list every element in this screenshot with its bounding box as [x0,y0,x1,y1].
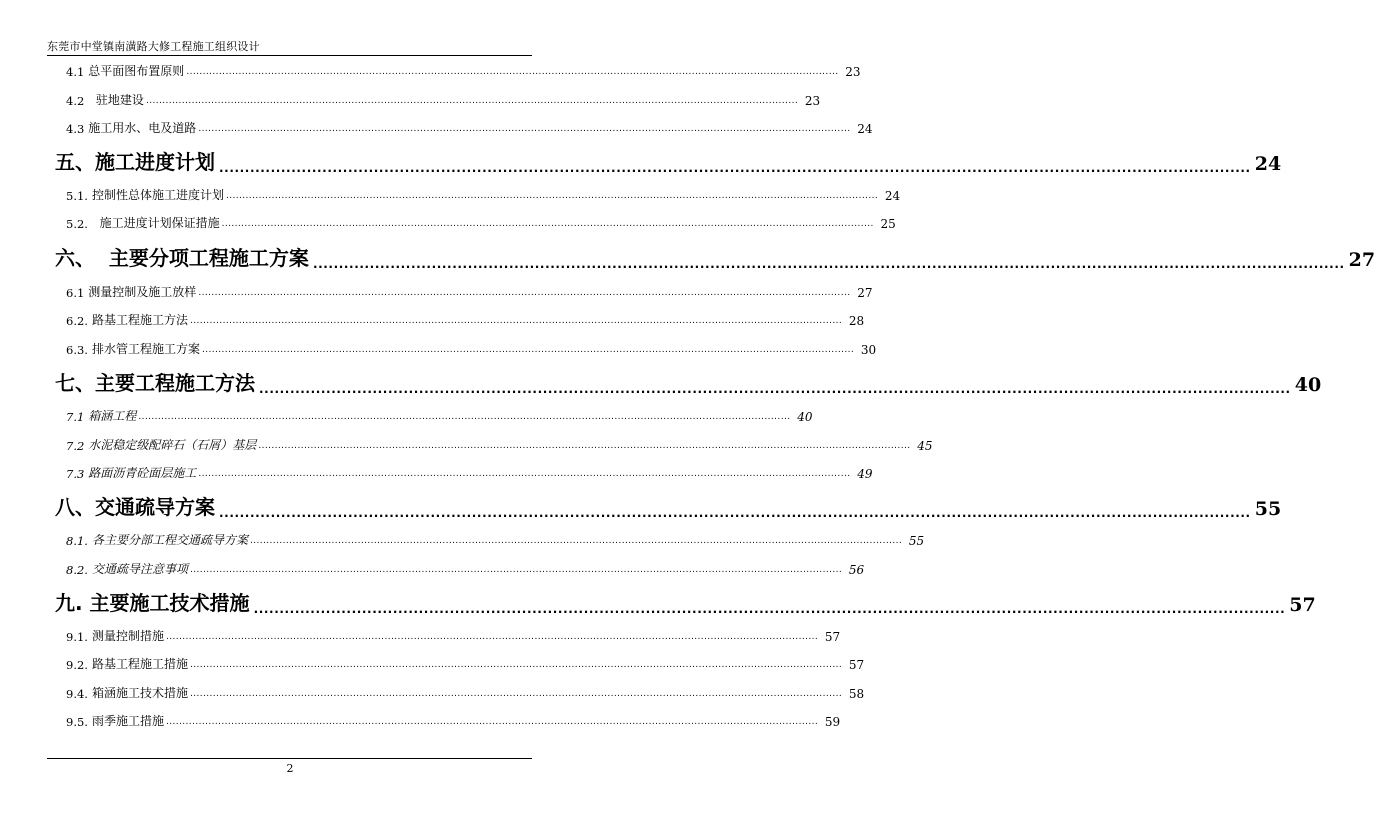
toc-entry-page: 23 [804,94,821,108]
toc-dot-leader: ........................................................................................................................................................................................................ [312,257,1345,271]
toc-entry-title: 路基工程施工方法 [91,313,188,327]
toc-entry-number: 6.3. [66,343,88,357]
toc-entry-page: 40 [797,410,813,424]
toc-entry-title: 箱涵施工技术措施 [91,686,188,700]
toc-entry-title: 各主要分部工程交通疏导方案 [91,533,248,547]
toc-entry-title: 排水管工程施工方案 [91,342,200,356]
toc-entry-title: 七、主要工程施工方法 [55,371,255,395]
toc-dot-leader: ........................................................................................................................................................................................................ [219,161,1251,175]
toc-entry-number: 7.1 [66,410,85,424]
toc-dot-leader: ........................................................................................................................................................................................................ [253,602,1286,616]
toc-entry-page: 27 [857,286,873,300]
toc-entry-page: 45 [917,439,933,453]
toc-subsection-entry[interactable] [66,284,873,300]
toc-subsection-entry[interactable] [66,532,925,548]
toc-dot-leader: ........................................................................................................................................................................................................ [165,632,819,642]
toc-entry-title: 六、 主要分项工程施工方案 [55,246,309,270]
toc-dot-leader: ........................................................................................................................................................................................................ [198,469,851,479]
toc-entry-page: 56 [848,563,865,577]
toc-entry-title: 交通疏导注意事项 [91,562,188,576]
toc-entry-number: 8.2. [66,563,88,577]
toc-dot-leader: ........................................................................................................................................................................................................ [198,124,851,134]
toc-entry-page: 55 [908,534,925,548]
toc-entry-page: 23 [845,65,861,79]
toc-subsection-entry[interactable] [66,215,896,231]
toc-entry-page: 58 [848,687,865,701]
toc-entry-page: 28 [848,314,865,328]
toc-section-entry[interactable] [55,371,1322,396]
toc-entry-page: 49 [857,467,873,481]
toc-entry-number: 9.1. [66,630,88,644]
toc-subsection-entry[interactable] [66,656,865,672]
document-header: 东莞市中堂镇南潢路大修工程施工组织设计 [47,40,260,53]
toc-subsection-entry[interactable] [66,63,861,79]
toc-entry-number: 7.3 [66,467,85,481]
toc-dot-leader: ........................................................................................................................................................................................................ [165,717,819,727]
toc-dot-leader: ........................................................................................................................................................................................................ [189,565,843,575]
toc-entry-title: 箱涵工程 [88,409,137,423]
toc-entry-number: 5.2. [66,217,88,231]
toc-subsection-entry[interactable] [66,187,901,203]
toc-entry-page: 24 [1254,153,1282,175]
toc-entry-title: 八、交通疏导方案 [55,495,215,519]
toc-entry-number: 4.2 [66,94,85,108]
toc-entry-page: 27 [1348,249,1375,271]
toc-entry-title: 九. 主要施工技术措施 [55,591,250,615]
toc-dot-leader: ........................................................................................................................................................................................................ [219,506,1251,520]
toc-entry-page: 55 [1254,498,1282,520]
toc-entry-title: 施工进度计划保证措施 [91,216,220,230]
toc-entry-number: 5.1. [66,189,88,203]
toc-dot-leader: ........................................................................................................................................................................................................ [249,536,903,546]
toc-entry-number: 4.1 [66,65,85,79]
toc-entry-page: 24 [884,189,901,203]
toc-entry-page: 40 [1294,374,1322,396]
toc-entry-number: 9.5. [66,715,88,729]
toc-entry-number: 6.1 [66,286,85,300]
toc-entry-title: 测量控制及施工放样 [88,285,197,299]
toc-section-entry[interactable] [55,495,1282,520]
toc-subsection-entry[interactable] [66,713,841,729]
toc-subsection-entry[interactable] [66,437,933,453]
toc-entry-number: 6.2. [66,314,88,328]
toc-dot-leader: ........................................................................................................................................................................................................ [189,660,843,670]
toc-dot-leader: ........................................................................................................................................................................................................ [189,316,843,326]
toc-entry-number: 9.2. [66,658,88,672]
toc-entry-page: 57 [824,630,841,644]
toc-dot-leader: ........................................................................................................................................................................................................ [201,345,855,355]
toc-entry-title: 路基工程施工措施 [91,657,188,671]
toc-dot-leader: ........................................................................................................................................................................................................ [259,382,1291,396]
toc-dot-leader: ........................................................................................................................................................................................................ [145,96,799,106]
toc-entry-page: 25 [880,217,896,231]
toc-entry-title: 总平面图布置原则 [88,64,185,78]
toc-entry-title: 水泥稳定级配碎石（石屑）基层 [88,438,257,452]
toc-entry-title: 控制性总体施工进度计划 [91,188,224,202]
toc-section-entry[interactable] [55,150,1282,175]
toc-dot-leader: ........................................................................................................................................................................................................ [189,689,843,699]
toc-entry-page: 57 [848,658,865,672]
toc-dot-leader: ........................................................................................................................................................................................................ [258,441,911,451]
toc-dot-leader: ........................................................................................................................................................................................................ [138,412,791,422]
toc-subsection-entry[interactable] [66,628,841,644]
toc-entry-title: 测量控制措施 [91,629,164,643]
toc-subsection-entry[interactable] [66,312,865,328]
toc-subsection-entry[interactable] [66,120,873,136]
toc-section-entry[interactable] [55,591,1316,616]
toc-dot-leader: ........................................................................................................................................................................................................ [221,219,874,229]
footer-rule [47,758,532,759]
toc-entry-page: 59 [824,715,841,729]
toc-entry-page: 30 [860,343,877,357]
toc-entry-title: 施工用水、电及道路 [88,121,197,135]
toc-entry-number: 8.1. [66,534,88,548]
toc-subsection-entry[interactable] [66,408,813,424]
toc-entry-number: 4.3 [66,122,85,136]
toc-entry-page: 57 [1289,594,1316,616]
toc-entry-number: 9.4. [66,687,88,701]
toc-entry-number: 7.2 [66,439,85,453]
toc-subsection-entry[interactable] [66,92,821,108]
page-number: 2 [286,762,294,775]
toc-dot-leader: ........................................................................................................................................................................................................ [198,288,851,298]
toc-subsection-entry[interactable] [66,685,865,701]
toc-entry-title: 五、施工进度计划 [55,150,215,174]
toc-subsection-entry[interactable] [66,465,873,481]
toc-subsection-entry[interactable] [66,561,865,577]
toc-entry-page: 24 [857,122,873,136]
toc-subsection-entry[interactable] [66,341,877,357]
toc-dot-leader: ........................................................................................................................................................................................................ [186,67,839,77]
toc-entry-title: 雨季施工措施 [91,714,164,728]
toc-entry-title: 驻地建设 [88,93,144,107]
toc-entry-title: 路面沥青砼面层施工 [88,466,197,480]
toc-section-entry[interactable] [55,246,1375,271]
toc-dot-leader: ........................................................................................................................................................................................................ [225,191,879,201]
